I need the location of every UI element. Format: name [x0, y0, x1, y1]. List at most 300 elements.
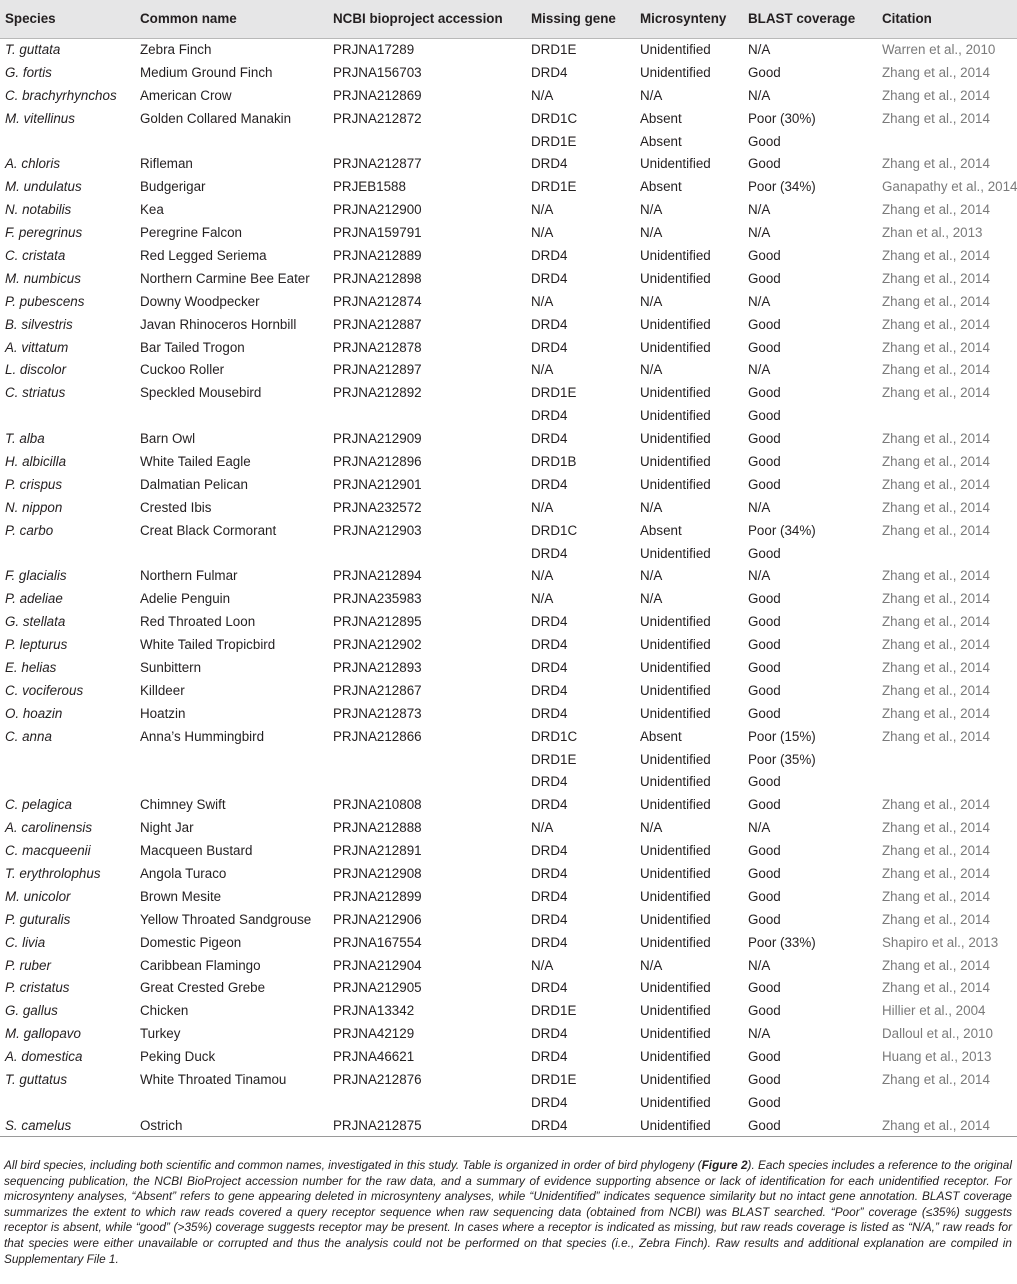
missing-gene-cell: DRD4: [531, 270, 568, 286]
citation-cell: [877, 771, 1017, 794]
citation-cell: [877, 130, 1017, 153]
missing-gene-cell: DRD4: [531, 774, 568, 790]
header-accession: NCBI bioproject accession: [328, 0, 526, 38]
missing-gene-cell: DRD4: [531, 339, 568, 355]
missing-gene-cell: DRD4: [531, 545, 568, 561]
microsynteny-cell: Unidentified: [640, 751, 711, 767]
species-cell: M. numbicus: [5, 270, 81, 286]
table-row: [0, 290, 1017, 313]
blast-coverage-cell: Good: [743, 1114, 877, 1137]
blast-coverage-cell: Good: [748, 1049, 781, 1065]
citation-cell: Zhang et al., 2014: [882, 682, 990, 698]
citation-cell: Zhang et al., 2014: [882, 568, 990, 584]
blast-coverage-cell: Good: [748, 316, 781, 332]
common-name-cell: Red Legged Seriema: [140, 247, 267, 263]
citation-cell: Zhang et al., 2014: [882, 866, 990, 881]
common-name-cell: Peking Duck: [140, 1049, 216, 1065]
accession-cell: PRJNA235983: [333, 591, 422, 607]
accession-cell: PRJNA167554: [333, 934, 422, 950]
accession-cell: PRJNA212896: [333, 453, 422, 469]
common-name-cell: American Crow: [140, 87, 232, 103]
citation-cell: Hillier et al., 2004: [882, 1003, 986, 1019]
species-cell: C. cristata: [5, 247, 66, 263]
microsynteny-cell: N/A: [640, 225, 663, 241]
species-cell: A. chloris: [5, 156, 61, 172]
citation-cell: Zhang et al., 2014: [882, 888, 990, 904]
accession-cell: PRJNA46621: [333, 1049, 415, 1065]
species-cell: B. silvestris: [5, 316, 73, 332]
microsynteny-cell: Unidentified: [640, 545, 711, 561]
common-name-cell: Barn Owl: [140, 431, 196, 447]
common-name-cell: Peregrine Falcon: [140, 225, 242, 241]
blast-coverage-cell: N/A: [748, 87, 771, 103]
citation-cell: Zhan et al., 2013: [882, 225, 983, 241]
species-cell: G. gallus: [5, 1003, 58, 1019]
species-cell: M. unicolor: [5, 888, 71, 904]
citation-cell: Zhang et al., 2014: [882, 911, 990, 927]
microsynteny-cell: N/A: [640, 362, 663, 378]
species-cell: A. domestica: [5, 1049, 83, 1065]
citation-cell: Zhang et al., 2014: [882, 316, 990, 332]
blast-coverage-cell: N/A: [748, 1026, 771, 1042]
accession-cell: PRJNA212892: [333, 385, 422, 401]
species-cell: F. peregrinus: [5, 225, 83, 241]
missing-gene-cell: DRD4: [531, 934, 568, 950]
common-name-cell: Ostrich: [135, 1114, 328, 1137]
accession-cell: PRJNA212869: [333, 87, 422, 103]
common-name-cell: Macqueen Bustard: [140, 843, 253, 859]
table-row: [0, 404, 1017, 427]
species-cell: T. alba: [5, 431, 45, 447]
header-microsynteny: Microsynteny: [635, 0, 743, 38]
blast-coverage-cell: Good: [748, 453, 781, 469]
missing-gene-cell: DRD4: [531, 843, 568, 859]
table-row: [0, 954, 1017, 977]
accession-cell: PRJNA212908: [333, 866, 422, 881]
microsynteny-cell: Unidentified: [640, 614, 711, 630]
blast-coverage-cell: Good: [748, 843, 781, 859]
microsynteny-cell: Unidentified: [640, 911, 711, 927]
microsynteny-cell: Absent: [640, 522, 682, 538]
common-name-cell: Night Jar: [140, 820, 194, 836]
microsynteny-cell: Unidentified: [635, 1114, 743, 1137]
accession-cell: [328, 404, 526, 427]
blast-coverage-cell: Good: [748, 156, 781, 172]
missing-gene-cell: DRD1C: [531, 110, 578, 126]
missing-gene-cell: DRD4: [531, 1026, 568, 1042]
common-name-cell: White Throated Tinamou: [140, 1072, 287, 1088]
accession-cell: PRJNA212900: [333, 202, 422, 218]
table-row: [0, 633, 1017, 656]
blast-coverage-cell: Good: [748, 659, 781, 675]
citation-cell: Zhang et al., 2014: [882, 270, 990, 286]
species-cell: A. vittatum: [5, 339, 69, 355]
table-body: [0, 38, 1017, 1137]
missing-gene-cell: N/A: [531, 591, 554, 607]
species-cell: P. carbo: [5, 522, 54, 538]
table-row: [0, 381, 1017, 404]
microsynteny-cell: Unidentified: [640, 270, 711, 286]
microsynteny-cell: Absent: [640, 133, 682, 149]
citation-cell: Zhang et al., 2014: [882, 431, 990, 447]
common-name-cell: Zebra Finch: [140, 42, 212, 58]
species-cell: G. fortis: [5, 64, 52, 80]
citation-cell: Zhang et al., 2014: [882, 362, 990, 378]
common-name-cell: Brown Mesite: [140, 888, 222, 904]
microsynteny-cell: Unidentified: [640, 705, 711, 721]
species-cell: N. nippon: [5, 499, 63, 515]
missing-gene-cell: N/A: [531, 957, 554, 973]
microsynteny-cell: Unidentified: [640, 408, 711, 424]
table-row: [0, 1091, 1017, 1114]
microsynteny-cell: Unidentified: [640, 843, 711, 859]
missing-gene-cell: N/A: [531, 362, 554, 378]
accession-cell: [328, 1091, 526, 1114]
citation-cell: Zhang et al., 2014: [882, 614, 990, 630]
missing-gene-cell: N/A: [531, 568, 554, 584]
blast-coverage-cell: Good: [748, 888, 781, 904]
common-name-cell: [135, 1091, 328, 1114]
microsynteny-cell: Unidentified: [640, 385, 711, 401]
citation-cell: Zhang et al., 2014: [882, 820, 990, 836]
species-cell: C. pelagica: [5, 797, 72, 813]
species-cell: M. undulatus: [5, 179, 82, 195]
blast-coverage-cell: Good: [748, 682, 781, 698]
missing-gene-cell: DRD4: [531, 866, 568, 881]
table-row: [0, 358, 1017, 381]
common-name-cell: Sunbittern: [140, 659, 202, 675]
citation-cell: Zhang et al., 2014: [882, 339, 990, 355]
figure-2-link[interactable]: Figure 2: [701, 1158, 748, 1172]
accession-cell: PRJNA42129: [333, 1026, 415, 1042]
missing-gene-cell: N/A: [531, 293, 554, 309]
microsynteny-cell: Unidentified: [640, 797, 711, 813]
table-row: [0, 679, 1017, 702]
accession-cell: PRJNA212905: [333, 980, 422, 996]
missing-gene-cell: DRD1C: [531, 522, 578, 538]
common-name-cell: Killdeer: [140, 682, 185, 698]
accession-cell: PRJNA212877: [333, 156, 422, 172]
blast-coverage-cell: Good: [748, 911, 781, 927]
species-cell: N. notabilis: [5, 202, 72, 218]
microsynteny-cell: Unidentified: [640, 247, 711, 263]
table-row: [0, 61, 1017, 84]
header-row: [0, 0, 1017, 38]
blast-coverage-cell: Good: [748, 545, 781, 561]
table-row: [0, 564, 1017, 587]
header-common-name: Common name: [135, 0, 328, 38]
accession-cell: PRJNA212872: [333, 110, 422, 126]
accession-cell: PRJNA212895: [333, 614, 422, 630]
table-row: [0, 977, 1017, 1000]
header-blast-coverage: BLAST coverage: [743, 0, 877, 38]
citation-cell: Zhang et al., 2014: [882, 64, 990, 80]
table-row: [0, 198, 1017, 221]
blast-coverage-cell: N/A: [748, 202, 771, 218]
accession-cell: PRJNA212873: [333, 705, 422, 721]
table-row: [0, 908, 1017, 931]
accession-cell: PRJNA159791: [333, 225, 422, 241]
common-name-cell: Great Crested Grebe: [140, 980, 266, 996]
species-cell: P. crispus: [5, 476, 63, 492]
table-header: [0, 0, 1017, 38]
table-row: [0, 587, 1017, 610]
microsynteny-cell: N/A: [640, 568, 663, 584]
common-name-cell: Javan Rhinoceros Hornbill: [140, 316, 297, 332]
blast-coverage-cell: Good: [748, 1003, 781, 1019]
accession-cell: PRJNA156703: [333, 64, 422, 80]
microsynteny-cell: Unidentified: [640, 934, 711, 950]
species-cell: C. macqueenii: [5, 843, 91, 859]
common-name-cell: Chimney Swift: [140, 797, 226, 813]
species-cell: [0, 404, 135, 427]
blast-coverage-cell: Poor (34%): [748, 522, 816, 538]
microsynteny-cell: Unidentified: [640, 659, 711, 675]
accession-cell: PRJEB1588: [333, 179, 406, 195]
citation-cell: [877, 542, 1017, 565]
microsynteny-cell: Unidentified: [640, 1003, 711, 1019]
citation-cell: Zhang et al., 2014: [882, 728, 990, 744]
missing-gene-cell: DRD4: [531, 1049, 568, 1065]
microsynteny-cell: N/A: [640, 591, 663, 607]
table-row: [0, 519, 1017, 542]
citation-cell: Shapiro et al., 2013: [882, 934, 999, 950]
table-row: [0, 221, 1017, 244]
missing-gene-cell: DRD1B: [531, 453, 577, 469]
microsynteny-cell: Unidentified: [640, 476, 711, 492]
citation-cell: Warren et al., 2010: [882, 42, 996, 58]
table-row: [0, 999, 1017, 1022]
common-name-cell: Kea: [140, 202, 164, 218]
missing-gene-cell: DRD1E: [531, 1072, 577, 1088]
species-cell: P. cristatus: [5, 980, 70, 996]
common-name-cell: Medium Ground Finch: [140, 64, 273, 80]
citation-cell: Zhang et al., 2014: [882, 385, 990, 401]
accession-cell: PRJNA212898: [333, 270, 422, 286]
common-name-cell: Speckled Mousebird: [140, 385, 262, 401]
common-name-cell: White Tailed Tropicbird: [140, 637, 276, 653]
accession-cell: [328, 771, 526, 794]
missing-gene-cell: DRD4: [531, 64, 568, 80]
footnote-text-end: ). Each species includes a reference to the original sequencing publication, the NCBI BioProject accession number for the raw data, and a summary of evidence supporting absence or lack of identification for each unidentified receptor. For microsynteny analyses, “Absent” refers to gene appearing deleted in microsynteny analyses, while “Unidentified” indicates sequence similarity but no intact gene annotation. BLAST coverage summarizes the extent to which raw reads covered a query receptor sequence when raw sequencing data (obtained from NCBI) was BLAST searched. “Poor” coverage (≤35%) suggests receptor is absent, while “good” (>35%) coverage suggests receptor may be present. In cases where a receptor is indicated as missing, but raw reads coverage is listed as “N/A,” raw reads for that species were either unavailable or corrupted and thus the analysis could not be performed on that species (i.e., Zebra Finch). Raw results and additional explanation are compiled in Supplementary File 1.: [4, 1158, 1012, 1266]
accession-cell: PRJNA212906: [333, 911, 422, 927]
species-cell: [0, 748, 135, 771]
accession-cell: PRJNA212867: [333, 682, 422, 698]
missing-gene-cell: DRD4: [531, 1094, 568, 1110]
common-name-cell: Anna’s Hummingbird: [140, 728, 265, 744]
citation-cell: Zhang et al., 2014: [882, 87, 990, 103]
common-name-cell: Rifleman: [140, 156, 193, 172]
microsynteny-cell: Unidentified: [640, 1026, 711, 1042]
table-row: [0, 610, 1017, 633]
species-cell: T. guttata: [5, 42, 61, 58]
missing-gene-cell: DRD1C: [531, 728, 578, 744]
species-cell: P. adeliae: [5, 591, 63, 607]
microsynteny-cell: Unidentified: [640, 866, 711, 881]
common-name-cell: Angola Turaco: [140, 866, 227, 881]
table-footnote: [4, 1158, 1012, 1267]
accession-cell: PRJNA212874: [333, 293, 422, 309]
table-row: [0, 656, 1017, 679]
species-cell: M. vitellinus: [5, 110, 75, 126]
missing-gene-cell: DRD4: [531, 316, 568, 332]
missing-gene-cell: DRD1E: [531, 751, 577, 767]
accession-cell: [328, 542, 526, 565]
table-row: [0, 38, 1017, 61]
blast-coverage-cell: Poor (33%): [748, 934, 816, 950]
microsynteny-cell: Unidentified: [640, 637, 711, 653]
blast-coverage-cell: N/A: [748, 42, 771, 58]
table-row: [0, 244, 1017, 267]
table-row: [0, 542, 1017, 565]
species-cell: O. hoazin: [5, 705, 63, 721]
missing-gene-cell: DRD4: [531, 705, 568, 721]
table-row: [0, 816, 1017, 839]
common-name-cell: [135, 542, 328, 565]
blast-coverage-cell: Good: [748, 866, 781, 881]
species-cell: T. guttatus: [5, 1072, 68, 1088]
accession-cell: PRJNA212875: [328, 1114, 526, 1137]
microsynteny-cell: Unidentified: [640, 316, 711, 332]
citation-cell: Zhang et al., 2014: [882, 659, 990, 675]
citation-cell: Zhang et al., 2014: [882, 110, 990, 126]
common-name-cell: [135, 130, 328, 153]
blast-coverage-cell: N/A: [748, 293, 771, 309]
accession-cell: PRJNA210808: [333, 797, 422, 813]
blast-coverage-cell: N/A: [748, 820, 771, 836]
blast-coverage-cell: Good: [748, 133, 781, 149]
microsynteny-cell: N/A: [640, 293, 663, 309]
blast-coverage-cell: Good: [748, 431, 781, 447]
missing-gene-cell: DRD4: [531, 156, 568, 172]
species-cell: C. brachyrhynchos: [5, 87, 117, 103]
blast-coverage-cell: Poor (34%): [748, 179, 816, 195]
microsynteny-cell: Unidentified: [640, 42, 711, 58]
blast-coverage-cell: Good: [748, 385, 781, 401]
citation-cell: Zhang et al., 2014: [882, 637, 990, 653]
citation-cell: Zhang et al., 2014: [882, 957, 990, 973]
species-cell: P. pubescens: [5, 293, 85, 309]
accession-cell: PRJNA212888: [333, 820, 422, 836]
citation-cell: Zhang et al., 2014: [882, 843, 990, 859]
missing-gene-cell: DRD1E: [531, 385, 577, 401]
accession-cell: PRJNA212876: [333, 1072, 422, 1088]
accession-cell: PRJNA212887: [333, 316, 422, 332]
common-name-cell: Domestic Pigeon: [140, 934, 242, 950]
blast-coverage-cell: Good: [748, 64, 781, 80]
blast-coverage-cell: Good: [748, 980, 781, 996]
citation-cell: Dalloul et al., 2010: [882, 1026, 993, 1042]
common-name-cell: Crested Ibis: [140, 499, 212, 515]
species-cell: L. discolor: [5, 362, 67, 378]
common-name-cell: Northern Carmine Bee Eater: [140, 270, 310, 286]
microsynteny-cell: N/A: [640, 202, 663, 218]
common-name-cell: [135, 404, 328, 427]
microsynteny-cell: N/A: [640, 499, 663, 515]
table-row: [0, 107, 1017, 130]
species-cell: G. stellata: [5, 614, 66, 630]
common-name-cell: Adelie Penguin: [140, 591, 231, 607]
blast-coverage-cell: Good: [748, 614, 781, 630]
species-cell: [0, 1091, 135, 1114]
common-name-cell: Hoatzin: [140, 705, 186, 721]
accession-cell: PRJNA212903: [333, 522, 422, 538]
missing-gene-cell: DRD1E: [531, 133, 577, 149]
species-cell: [0, 771, 135, 794]
missing-gene-cell: DRD4: [531, 980, 568, 996]
accession-cell: PRJNA212904: [333, 957, 422, 973]
table-row: [0, 1114, 1017, 1137]
accession-cell: PRJNA13342: [333, 1003, 415, 1019]
table-row: [0, 427, 1017, 450]
blast-coverage-cell: N/A: [748, 568, 771, 584]
missing-gene-cell: N/A: [531, 499, 554, 515]
species-cell: T. erythrolophus: [5, 866, 101, 881]
blast-coverage-cell: Good: [748, 408, 781, 424]
header-species: Species: [0, 0, 135, 38]
common-name-cell: Red Throated Loon: [140, 614, 256, 630]
table-row: [0, 702, 1017, 725]
citation-cell: [877, 404, 1017, 427]
microsynteny-cell: Unidentified: [640, 453, 711, 469]
table-row: [0, 1022, 1017, 1045]
citation-cell: Zhang et al., 2014: [882, 293, 990, 309]
missing-gene-cell: DRD4: [531, 888, 568, 904]
table-row: [0, 862, 1017, 885]
citation-cell: Zhang et al., 2014: [882, 499, 990, 515]
blast-coverage-cell: Poor (15%): [748, 728, 816, 744]
missing-gene-cell: DRD4: [531, 431, 568, 447]
citation-cell: Zhang et al., 2014: [882, 591, 990, 607]
table-row: [0, 473, 1017, 496]
microsynteny-cell: Unidentified: [640, 774, 711, 790]
table-row: [0, 267, 1017, 290]
species-cell: C. livia: [5, 934, 46, 950]
species-cell: P. ruber: [5, 957, 51, 973]
blast-coverage-cell: Good: [748, 247, 781, 263]
common-name-cell: Downy Woodpecker: [140, 293, 260, 309]
microsynteny-cell: Unidentified: [640, 980, 711, 996]
common-name-cell: Cuckoo Roller: [140, 362, 225, 378]
table-row: [0, 748, 1017, 771]
accession-cell: PRJNA212878: [333, 339, 422, 355]
species-cell: P. guturalis: [5, 911, 71, 927]
microsynteny-cell: Unidentified: [640, 156, 711, 172]
blast-coverage-cell: Good: [748, 637, 781, 653]
missing-gene-cell: DRD4: [526, 1114, 635, 1137]
table-row: [0, 725, 1017, 748]
accession-cell: PRJNA212901: [333, 476, 422, 492]
microsynteny-cell: N/A: [640, 87, 663, 103]
table-row: [0, 336, 1017, 359]
blast-coverage-cell: N/A: [748, 362, 771, 378]
missing-gene-cell: DRD4: [531, 476, 568, 492]
species-cell: A. carolinensis: [5, 820, 93, 836]
accession-cell: PRJNA212897: [333, 362, 422, 378]
citation-cell: Zhang et al., 2014: [882, 453, 990, 469]
table-row: [0, 931, 1017, 954]
blast-coverage-cell: N/A: [748, 225, 771, 241]
table-row: [0, 175, 1017, 198]
blast-coverage-cell: N/A: [748, 499, 771, 515]
missing-gene-cell: N/A: [531, 820, 554, 836]
table-row: [0, 450, 1017, 473]
blast-coverage-cell: Poor (35%): [748, 751, 816, 767]
blast-coverage-cell: N/A: [748, 957, 771, 973]
missing-gene-cell: DRD1E: [531, 1003, 577, 1019]
header-missing-gene: Missing gene: [526, 0, 635, 38]
accession-cell: PRJNA212899: [333, 888, 422, 904]
